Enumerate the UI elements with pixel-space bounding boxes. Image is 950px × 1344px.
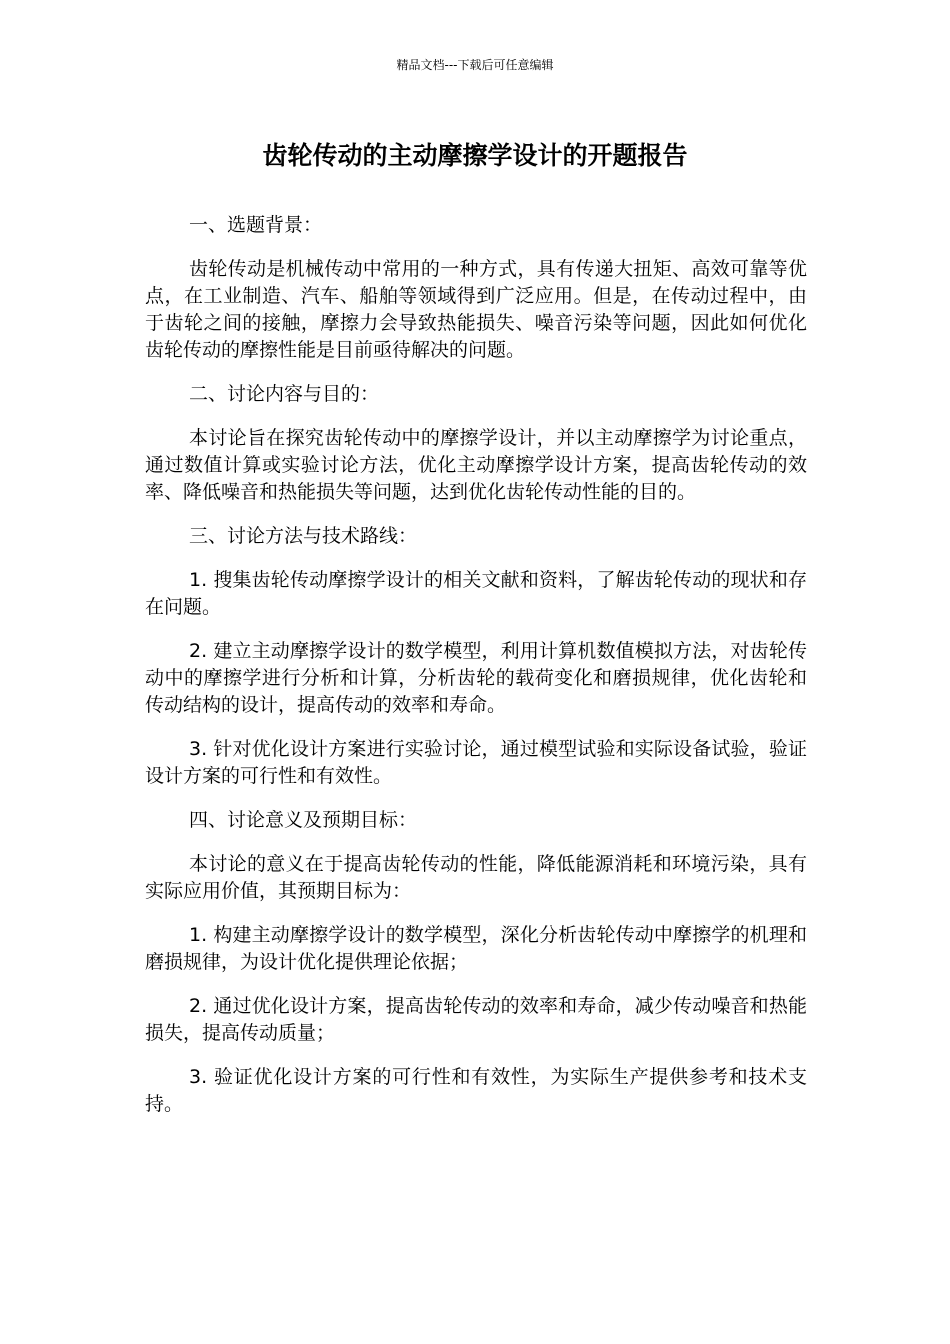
header-note: 精品文档---下载后可任意编辑 <box>396 58 554 72</box>
list-item-goal-3: 3. 验证优化设计方案的可行性和有效性，为实际生产提供参考和技术支持。 <box>145 1066 807 1115</box>
list-item-goal-1: 1. 构建主动摩擦学设计的数学模型，深化分析齿轮传动中摩擦学的机理和磨损规律，为设计优化提供理论依据； <box>145 924 807 973</box>
list-item-method-1: 1. 搜集齿轮传动摩擦学设计的相关文献和资料，了解齿轮传动的现状和存在问题。 <box>145 569 807 618</box>
list-item-method-3: 3. 针对优化设计方案进行实验讨论，通过模型试验和实际设备试验，验证设计方案的可行性和有效性。 <box>145 738 807 787</box>
section-heading-methods: 三、讨论方法与技术路线： <box>189 525 418 547</box>
paragraph-significance: 本讨论的意义在于提高齿轮传动的性能，降低能源消耗和环境污染，具有实际应用价值，其预期目标为： <box>145 853 807 902</box>
section-heading-background: 一、选题背景： <box>189 214 323 236</box>
section-heading-significance: 四、讨论意义及预期目标： <box>189 809 418 831</box>
document-title: 齿轮传动的主动摩擦学设计的开题报告 <box>262 141 688 170</box>
list-item-goal-2: 2. 通过优化设计方案，提高齿轮传动的效率和寿命，减少传动噪音和热能损失，提高传动质量； <box>145 995 807 1044</box>
document-body <box>145 212 807 1135</box>
section-heading-content-purpose: 二、讨论内容与目的： <box>189 383 380 405</box>
paragraph-content-purpose: 本讨论旨在探究齿轮传动中的摩擦学设计，并以主动摩擦学为讨论重点，通过数值计算或实验讨论方法，优化主动摩擦学设计方案，提高齿轮传动的效率、降低噪音和热能损失等问题，达到优化齿轮传动性能的目的。 <box>145 427 807 503</box>
list-item-method-2: 2. 建立主动摩擦学设计的数学模型，利用计算机数值模拟方法，对齿轮传动中的摩擦学进行分析和计算，分析齿轮的载荷变化和磨损规律，优化齿轮和传动结构的设计，提高传动的效率和寿命。 <box>145 640 807 716</box>
paragraph-background: 齿轮传动是机械传动中常用的一种方式，具有传递大扭矩、高效可靠等优点，在工业制造、汽车、船舶等领域得到广泛应用。但是，在传动过程中，由于齿轮之间的接触，摩擦力会导致热能损失、噪音污染等问题，因此如何优化齿轮传动的摩擦性能是目前亟待解决的问题。 <box>145 258 807 361</box>
